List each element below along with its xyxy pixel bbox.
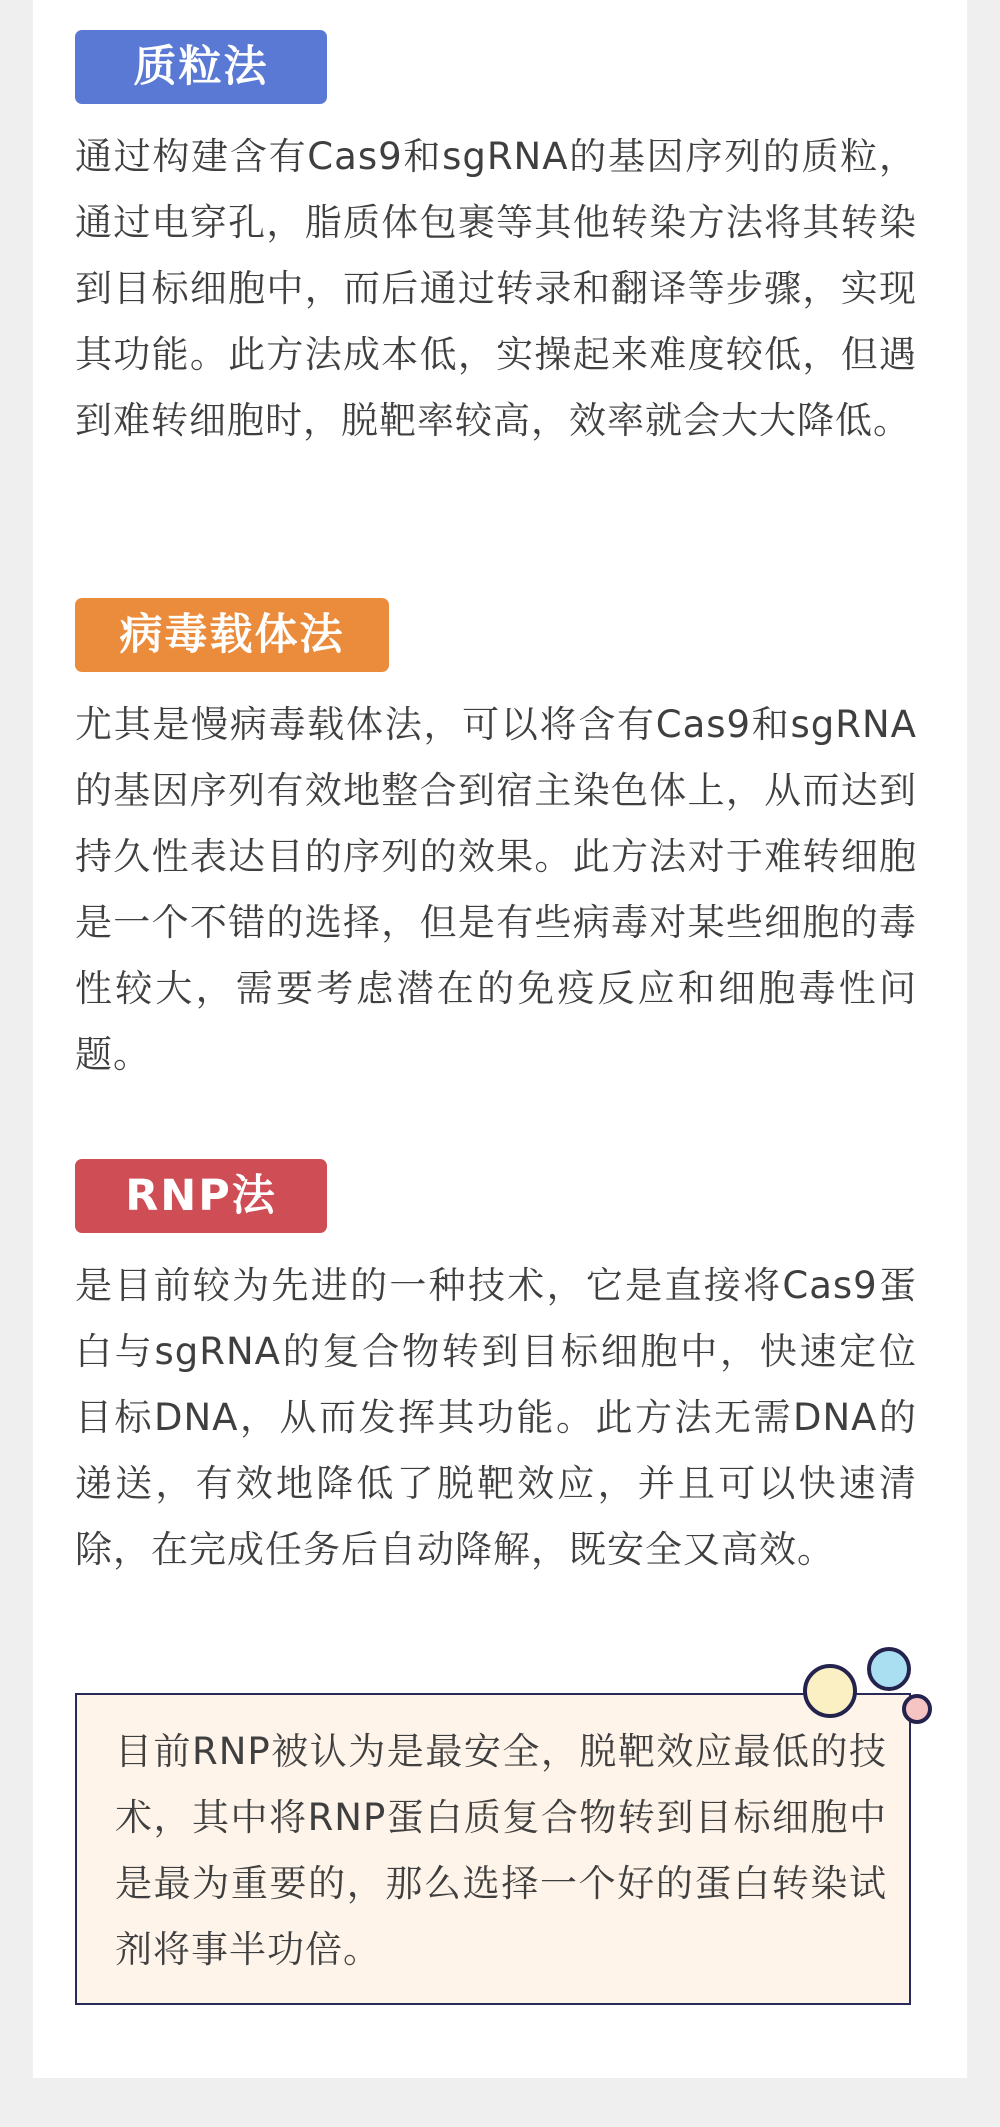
bubble-decoration-small (902, 1694, 932, 1724)
section-viral-vector (75, 598, 917, 1088)
section-tag-rnp: RNP法 (75, 1159, 327, 1233)
section-tag-plasmid: 质粒法 (75, 30, 327, 104)
section-text-viral-vector: 尤其是慢病毒载体法，可以将含有Cas9和sgRNA的基因序列有效地整合到宿主染色体上，从而达到持久性表达目的序列的效果。此方法对于难转细胞是一个不错的选择，但是有些病毒对某些细胞的毒性较大，需要考虑潜在的免疫反应和细胞毒性问题。 (75, 703, 917, 1076)
article-card (33, 0, 967, 2078)
section-tag-viral-vector: 病毒载体法 (75, 598, 389, 672)
section-rnp (75, 1159, 917, 1583)
section-text-rnp: 是目前较为先进的一种技术，它是直接将Cas9蛋白与sgRNA的复合物转到目标细胞中，快速定位目标DNA，从而发挥其功能。此方法无需DNA的递送，有效地降低了脱靶效应，并且可以快速清除，在完成任务后自动降解，既安全又高效。 (75, 1264, 917, 1571)
section-plasmid (75, 30, 917, 454)
bubble-decoration-large (803, 1664, 857, 1718)
note-box (75, 1693, 911, 2005)
section-text-plasmid: 通过构建含有Cas9和sgRNA的基因序列的质粒，通过电穿孔，脂质体包裹等其他转染方法将其转染到目标细胞中，而后通过转录和翻译等步骤，实现其功能。此方法成本低，实操起来难度较低，但遇到难转细胞时，脱靶率较高，效率就会大大降低。 (75, 135, 917, 442)
note-text: 目前RNP被认为是最安全，脱靶效应最低的技术，其中将RNP蛋白质复合物转到目标细胞中是最为重要的，那么选择一个好的蛋白转染试剂将事半功倍。 (115, 1730, 887, 1971)
bubble-decoration-medium (867, 1647, 911, 1691)
